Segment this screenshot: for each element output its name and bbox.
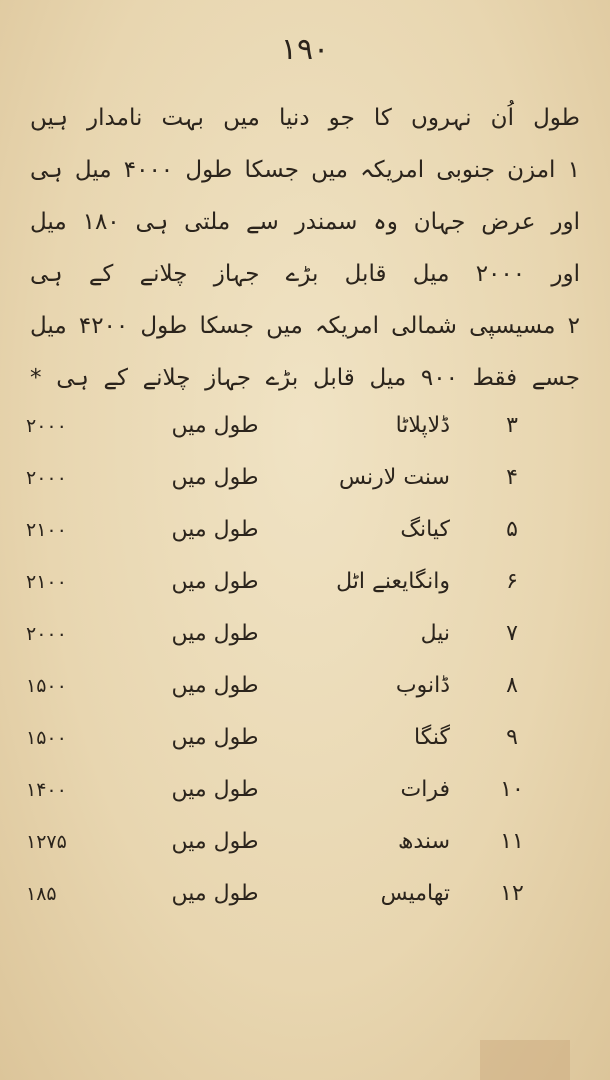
measure-label: طول میں [171,829,259,854]
measure-label: طول میں [171,621,259,646]
page-number: ۱۹۰ [280,32,330,67]
measure-label: طول میں [171,569,259,594]
measure-label: طول میں [171,517,259,542]
measure-label: طول میں [171,777,259,802]
river-name: تھامیس [380,881,450,906]
river-number: ۶ [506,569,518,594]
river-length: ۱۸۵ [26,883,57,905]
paragraph-line: ۲ مسیسپی شمالی امریکہ میں جسکا طول ۴۲۰۰ میل [30,313,580,339]
river-name: وانگایعنے اٹل [336,569,450,594]
river-row [0,608,610,660]
river-name: سنت لارنس [338,465,450,490]
river-number: ۱۱ [500,829,524,854]
river-number: ۸ [506,673,518,698]
river-row [0,816,610,868]
river-length: ۲۰۰۰ [26,415,67,437]
river-length: ۲۱۰۰ [26,571,67,593]
river-number: ۳ [506,413,518,438]
river-number: ۱۰ [500,777,524,802]
river-name: نیل [420,621,450,646]
river-length: ۲۱۰۰ [26,519,67,541]
river-name: فرات [400,777,450,802]
river-length: ۱۲۷۵ [26,831,67,853]
intro-paragraph [30,92,580,404]
river-number: ۷ [506,621,518,646]
river-number: ۵ [506,517,518,542]
paragraph-line: ۱ امزن جنوبی امریکہ میں جسکا طول ۴۰۰۰ میل ہی [30,157,580,183]
river-length: ۱۵۰۰ [26,727,67,749]
paragraph-line: اور عرض جہان وہ سمندر سے ملتی ہی ۱۸۰ میل [30,209,580,235]
river-length: ۲۰۰۰ [26,467,67,489]
river-name: سندھ [398,829,450,854]
river-row [0,400,610,452]
river-row [0,504,610,556]
paragraph-line: جسے فقط ۹۰۰ میل قابل بڑے جہاز چلانے کے ہی * [30,365,580,391]
river-number: ۴ [506,465,518,490]
measure-label: طول میں [171,413,259,438]
river-row [0,764,610,816]
river-length: ۱۵۰۰ [26,675,67,697]
river-row [0,556,610,608]
paragraph-line: طول اُن نہروں کا جو دنیا میں بہت نامدار ہیں [30,105,580,131]
measure-label: طول میں [171,725,259,750]
river-name: ڈلاپلاٹا [395,413,450,438]
measure-label: طول میں [171,673,259,698]
river-name: کیانگ [400,517,450,542]
river-length: ۲۰۰۰ [26,623,67,645]
river-name: ڈانوب [395,673,450,698]
river-row [0,452,610,504]
measure-label: طول میں [171,465,259,490]
river-list [0,400,610,920]
paper-stain [480,1040,570,1080]
river-number: ۹ [506,725,518,750]
river-length: ۱۴۰۰ [26,779,67,801]
river-name: گنگا [414,725,450,750]
river-number: ۱۲ [500,881,524,906]
river-row [0,660,610,712]
river-row [0,868,610,920]
measure-label: طول میں [171,881,259,906]
river-row [0,712,610,764]
paragraph-line: اور ۲۰۰۰ میل قابل بڑے جہاز چلانے کے ہی [30,261,580,287]
